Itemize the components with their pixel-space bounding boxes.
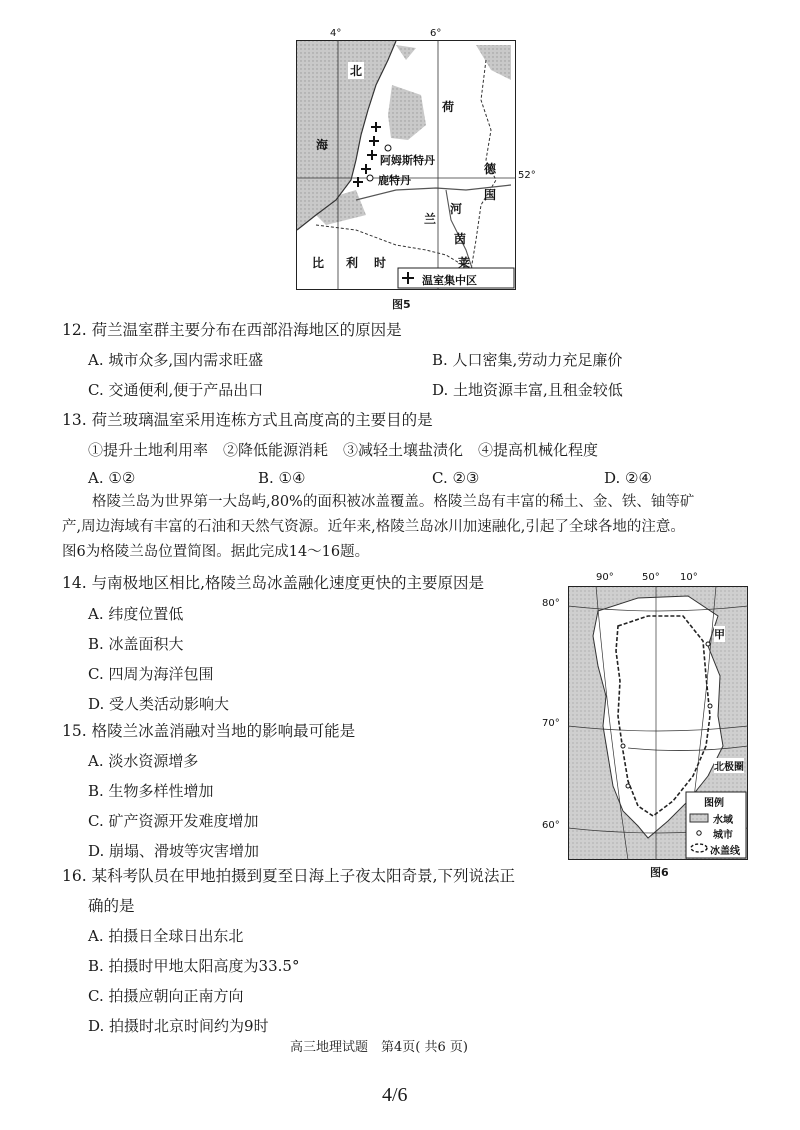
q12-option-c[interactable]: C. 交通便利,便于产品出口 [88, 381, 264, 399]
lon-label-50: 50° [642, 572, 660, 583]
passage-line-1: 格陵兰岛为世界第一大岛屿,80%的面积被冰盖覆盖。格陵兰岛有丰富的稀土、金、铁、铀等矿 [92, 494, 695, 510]
lon-label-4: 4° [330, 28, 342, 39]
passage-line-2: 产,周边海域有丰富的石油和天然气资源。近年来,格陵兰岛冰川加速融化,引起了全球各地的注意。 [62, 519, 685, 535]
label-shi: 时 [374, 256, 387, 270]
figure-6 [542, 572, 748, 860]
q13-choices: ①提升土地利用率 ②降低能源消耗 ③减轻土壤盐渍化 ④提高机械化程度 [88, 441, 599, 459]
q13-option-d[interactable]: D. ②④ [604, 469, 652, 487]
q14-option-b[interactable]: B. 冰盖面积大 [88, 635, 184, 653]
fig5-legend-text: 温室集中区 [422, 274, 477, 287]
figure-6-caption: 图6 [650, 866, 669, 879]
legend-city-label: 城市 [713, 830, 733, 841]
q13-option-a[interactable]: A. ①② [88, 469, 136, 487]
q12-option-d[interactable]: D. 土地资源丰富,且租金较低 [432, 381, 623, 399]
label-hai: 海 [316, 138, 329, 152]
label-he: 荷 [442, 100, 455, 114]
q15-option-c[interactable]: C. 矿产资源开发难度增加 [88, 812, 259, 830]
legend-title: 图例 [704, 798, 724, 809]
q13-option-b[interactable]: B. ①④ [258, 469, 306, 487]
amsterdam-dot [385, 145, 391, 151]
q16-option-d[interactable]: D. 拍摄时北京时间约为9时 [88, 1017, 269, 1035]
legend-city-symbol [697, 831, 701, 835]
q15-option-d[interactable]: D. 崩塌、滑坡等灾害增加 [88, 842, 260, 860]
lon-label-10: 10° [680, 572, 698, 583]
label-bi: 比 [312, 256, 325, 270]
q15-option-a[interactable]: A. 淡水资源增多 [88, 752, 199, 770]
page-number: 4/6 [382, 1084, 408, 1106]
lat-label-70: 70° [542, 718, 560, 729]
q14-option-d[interactable]: D. 受人类活动影响大 [88, 695, 230, 713]
question-16-stem-line-2: 确的是 [88, 897, 135, 915]
page-footer: 高三地理试题 第4页( 共6 页) [290, 1040, 468, 1055]
question-14-stem: 14. 与南极地区相比,格陵兰岛冰盖融化速度更快的主要原因是 [62, 574, 485, 592]
lat-label-60: 60° [542, 820, 560, 831]
label-he-river: 河 [450, 202, 463, 216]
label-de: 德 [484, 162, 497, 176]
q16-option-b[interactable]: B. 拍摄时甲地太阳高度为33.5° [88, 957, 300, 975]
label-bei: 北 [350, 64, 363, 78]
q12-option-a[interactable]: A. 城市众多,国内需求旺盛 [88, 351, 264, 369]
point-jia-label: 甲 [714, 628, 725, 641]
q12-option-b[interactable]: B. 人口密集,劳动力充足廉价 [432, 351, 623, 369]
question-15-stem: 15. 格陵兰冰盖消融对当地的影响最可能是 [62, 722, 356, 740]
lat-label-52: 52° [518, 170, 536, 181]
q15-option-b[interactable]: B. 生物多样性增加 [88, 782, 214, 800]
q16-option-c[interactable]: C. 拍摄应朝向正南方向 [88, 987, 244, 1005]
lon-label-6: 6° [430, 28, 442, 39]
q13-option-c[interactable]: C. ②③ [432, 469, 480, 487]
legend-water-swatch [690, 814, 708, 822]
rotterdam-dot [367, 175, 373, 181]
label-lai: 莱 [458, 256, 471, 270]
label-guo: 国 [484, 188, 497, 202]
question-12-stem: 12. 荷兰温室群主要分布在西部沿海地区的原因是 [62, 321, 402, 339]
lon-label-90: 90° [596, 572, 614, 583]
label-yin: 茵 [454, 232, 467, 246]
figure-5-caption: 图5 [392, 298, 411, 311]
city-amsterdam: 阿姆斯特丹 [380, 154, 435, 167]
legend-water-label: 水域 [713, 815, 733, 826]
passage-line-3: 图6为格陵兰岛位置简图。据此完成14～16题。 [62, 544, 370, 560]
lat-label-80: 80° [542, 598, 560, 609]
label-li: 利 [346, 256, 359, 270]
question-13-stem: 13. 荷兰玻璃温室采用连栋方式且高度高的主要目的是 [62, 411, 433, 429]
legend-ice-line-label: 冰盖线 [710, 846, 740, 857]
figure-5 [296, 28, 536, 290]
q16-option-a[interactable]: A. 拍摄日全球日出东北 [88, 927, 244, 945]
q14-option-a[interactable]: A. 纬度位置低 [88, 605, 184, 623]
arctic-circle-label: 北极圈 [714, 758, 744, 773]
q14-option-c[interactable]: C. 四周为海洋包围 [88, 665, 214, 683]
city-rotterdam: 鹿特丹 [378, 174, 411, 187]
label-lan: 兰 [424, 212, 437, 226]
question-16-stem-line-1: 16. 某科考队员在甲地拍摄到夏至日海上子夜太阳奇景,下列说法正 [62, 867, 516, 885]
